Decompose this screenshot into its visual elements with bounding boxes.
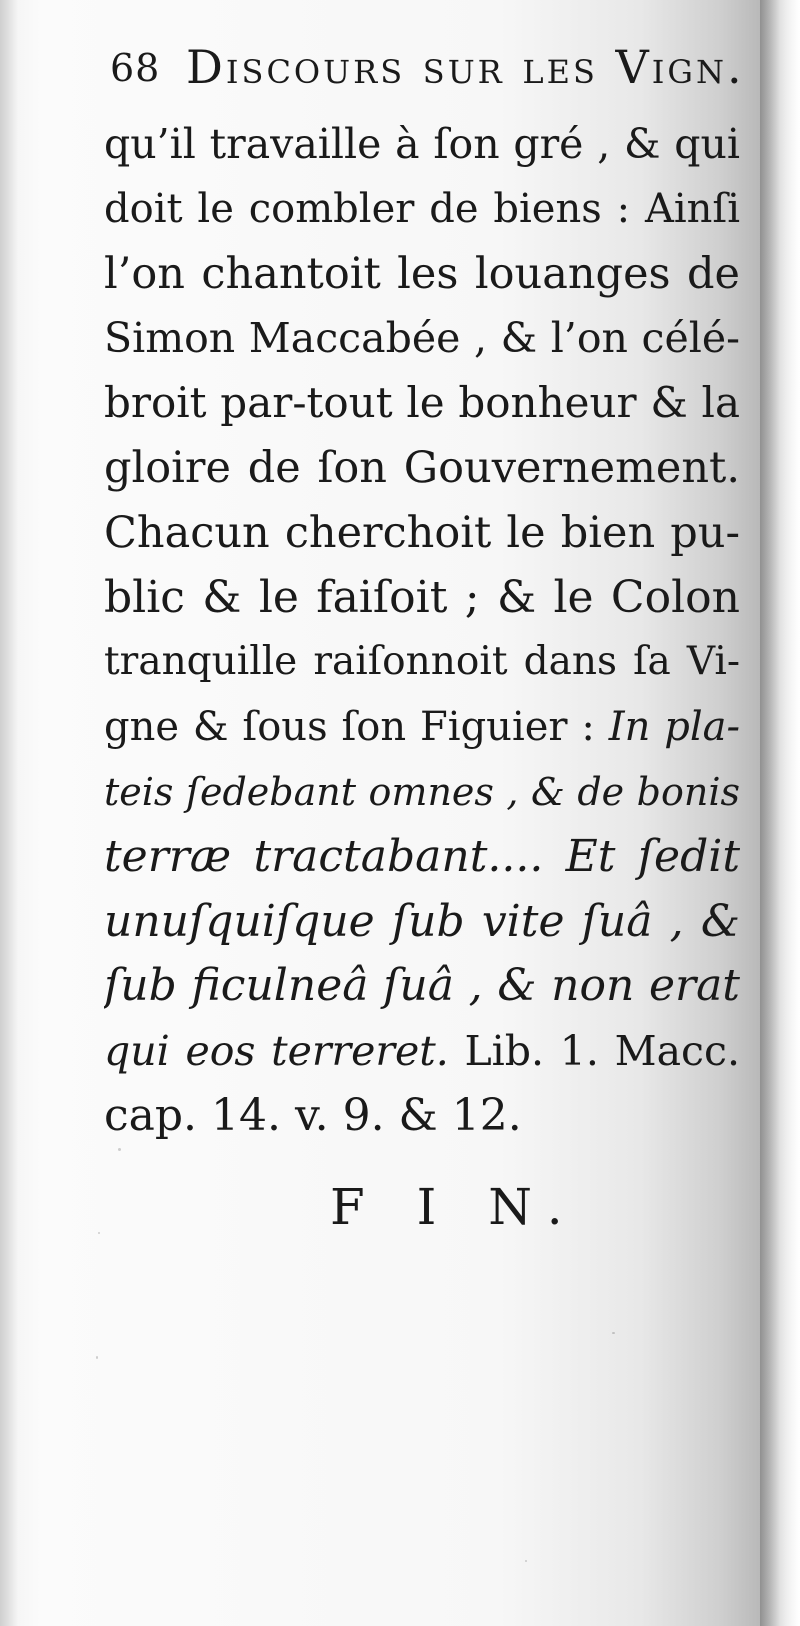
paper-speck — [612, 1332, 615, 1334]
text-line: qu’il travaille à ſon gré , & qui — [104, 120, 740, 168]
text-line: l’on chantoit les louanges de — [104, 248, 740, 299]
text-line: doit le combler de biens : Ainſi — [104, 185, 740, 232]
gutter-shadow — [760, 0, 800, 1626]
running-head: Discours sur les Vign. — [186, 40, 745, 94]
roman-segment: Lib. 1. Macc. — [464, 1027, 740, 1076]
paper-speck — [118, 1148, 121, 1151]
page-number: 68 — [110, 46, 161, 90]
body-text — [104, 112, 740, 1149]
text-line-italic: ſub ficulneâ ſuâ , & non erat — [104, 960, 740, 1012]
paper-speck — [96, 1356, 98, 1359]
text-line-italic: unuſquiſque ſub vite ſuâ , & — [104, 895, 740, 947]
text-line-mixed — [104, 1019, 740, 1084]
paper-speck — [98, 1232, 100, 1234]
text-line: broit par-tout le bonheur & la — [104, 378, 740, 428]
text-line-mixed — [104, 695, 740, 760]
text-line: blic & le faiſoit ; & le Colon — [104, 571, 740, 623]
text-line: cap. 14. v. 9. & 12. — [104, 1089, 522, 1141]
paper-speck — [525, 1560, 527, 1562]
text-line-italic: terræ tractabant.... Et ſedit — [104, 830, 740, 882]
roman-segment: gne & ſous ſon Figuier : — [104, 704, 609, 751]
italic-segment: In pla- — [608, 704, 740, 751]
text-line: Simon Maccabée , & l’on célé- — [104, 314, 740, 363]
text-line: Chacun cherchoit le bien pu- — [104, 507, 740, 558]
italic-segment: qui eos terreret. — [104, 1027, 465, 1076]
text-line-italic: teis ſedebant omnes , & de bonis — [104, 769, 740, 814]
text-line: tranquille raiſonnoit dans ſa Vi- — [104, 639, 740, 685]
fin-mark: F I N. — [330, 1178, 581, 1236]
page-header — [110, 36, 745, 106]
text-line: gloire de ſon Gouvernement. — [104, 442, 740, 493]
page-left-edge — [0, 0, 18, 1626]
